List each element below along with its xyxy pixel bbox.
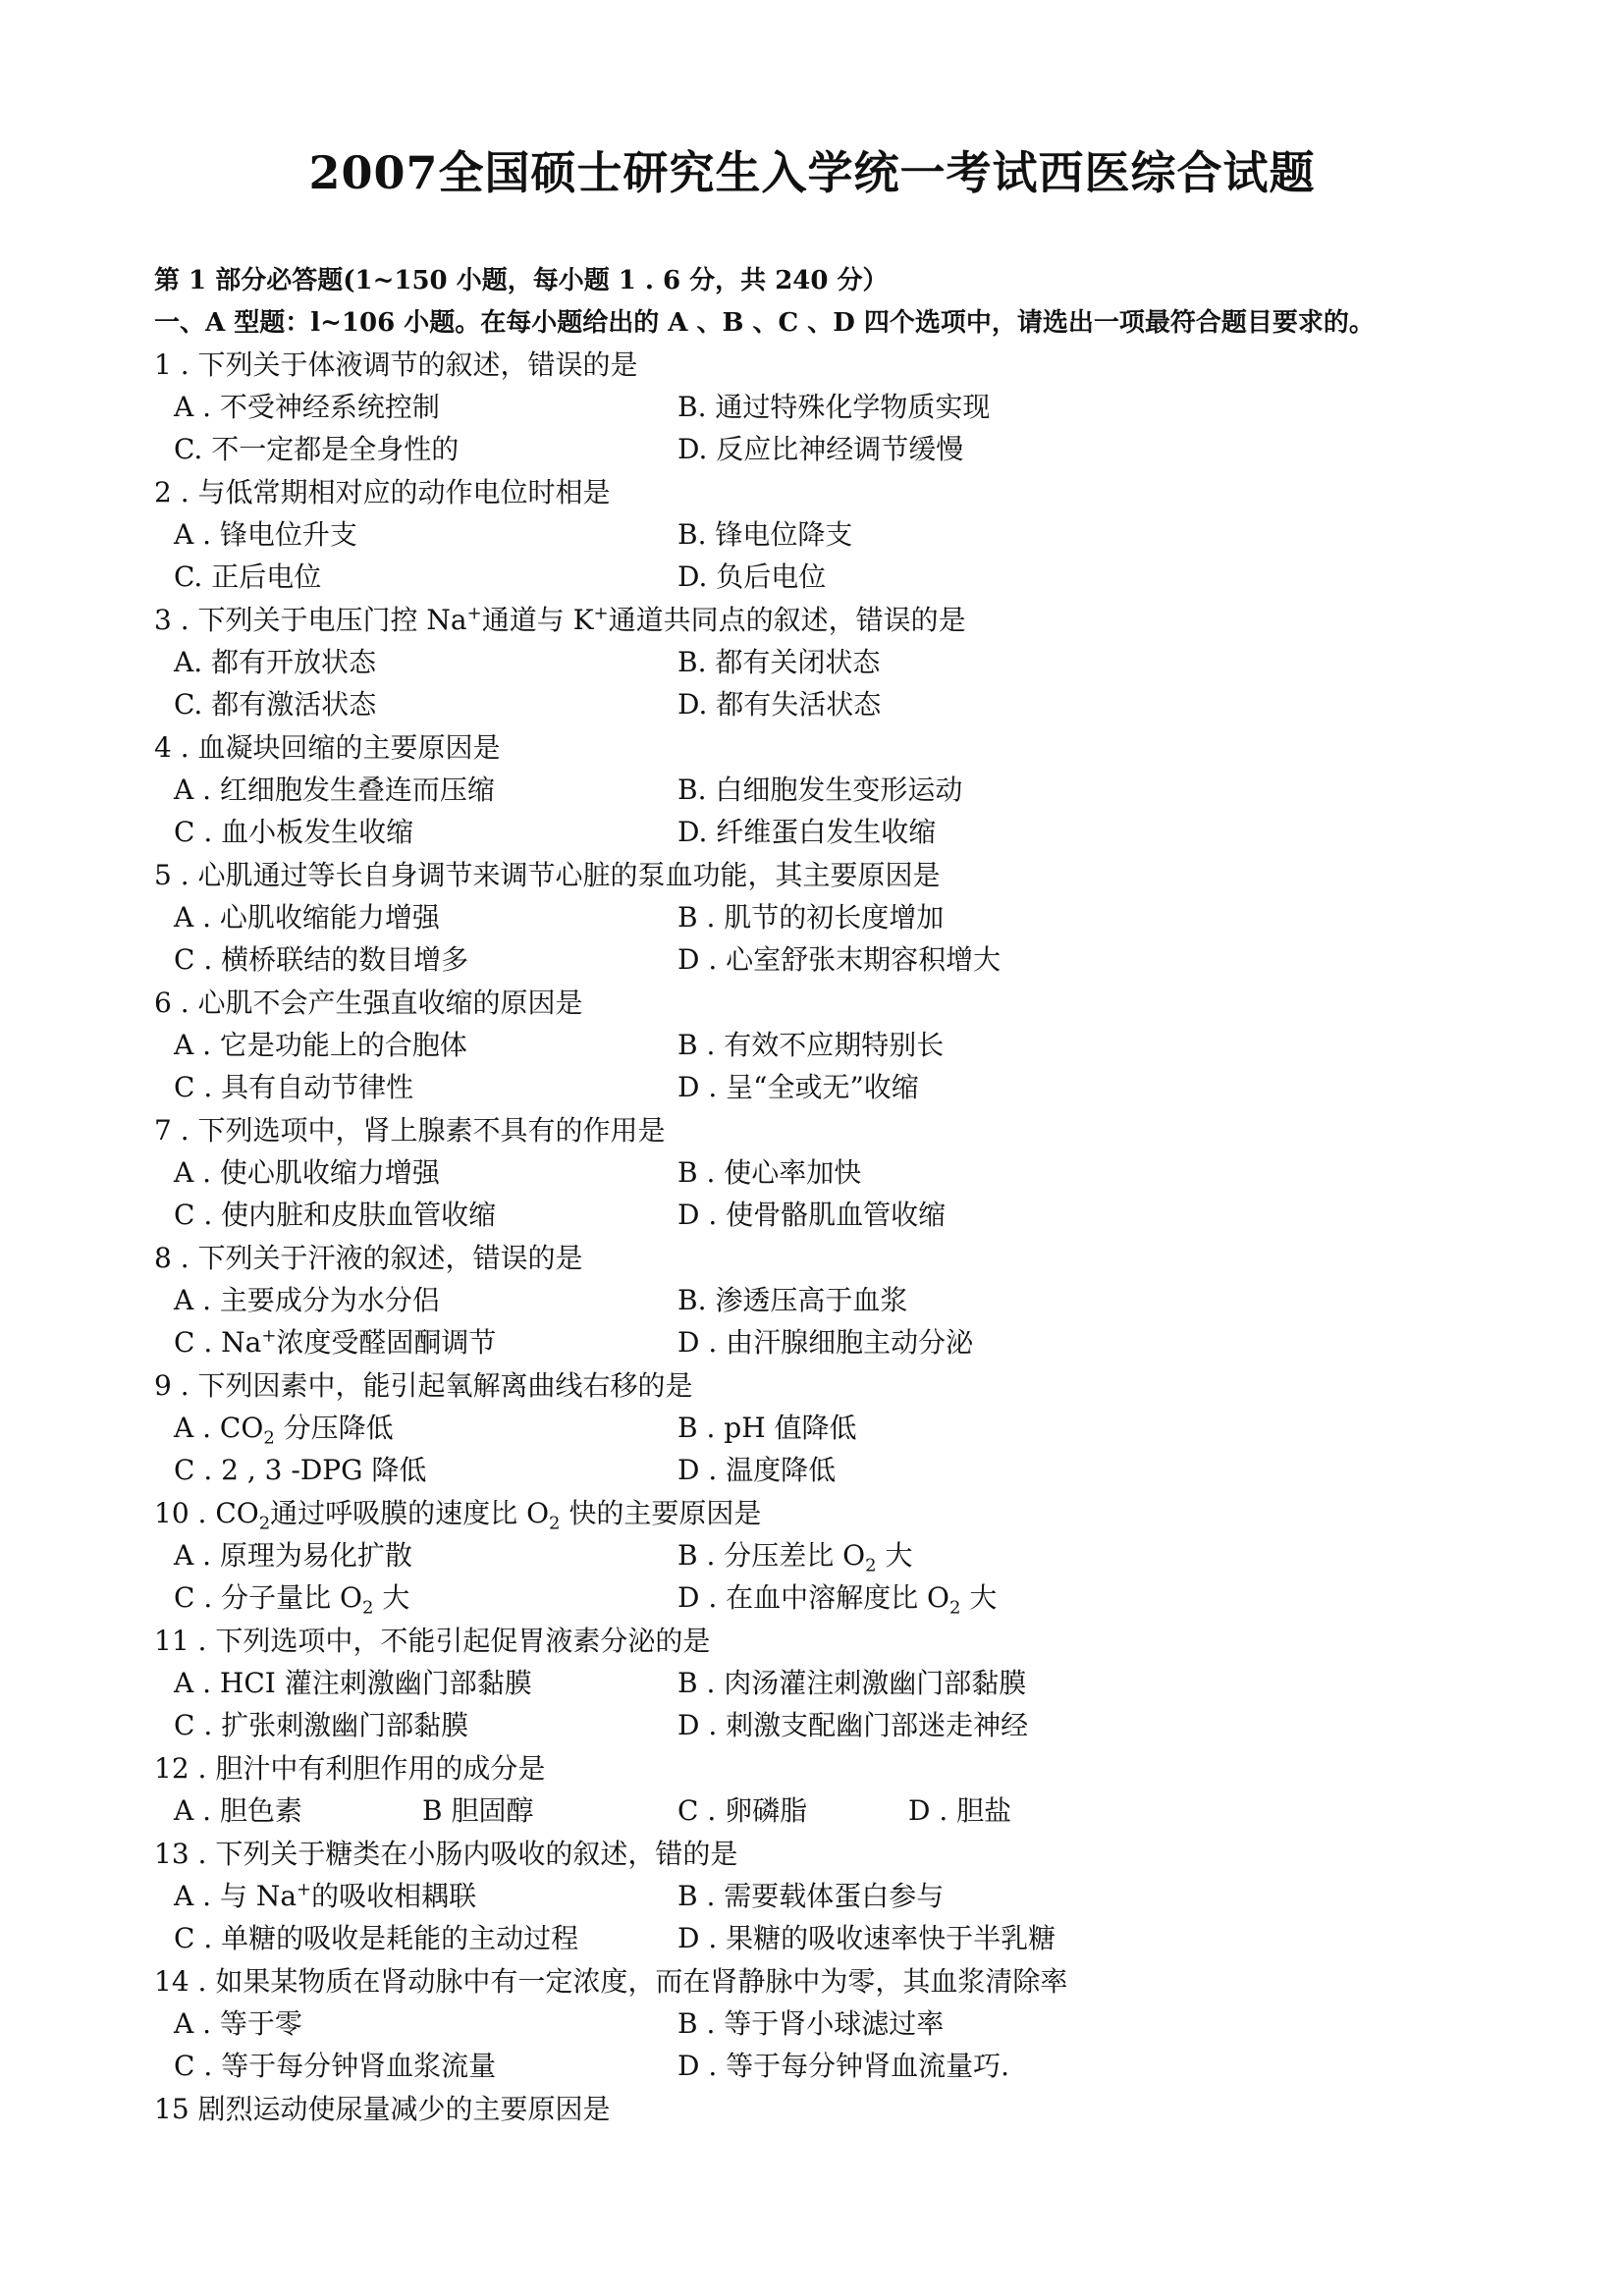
question-7-option-c: C . 使内脏和皮肤血管收缩: [174, 1199, 497, 1231]
question-9-stem: 9 . 下列因素中，能引起氧解离曲线右移的是: [154, 1369, 693, 1402]
question-10-stem-mid: 通过呼吸膜的速度比 O: [270, 1497, 550, 1529]
question-7-option-a: A . 使心肌收缩力增强: [174, 1156, 440, 1189]
question-10-option-c-pre: C . 分子量比 O: [174, 1581, 362, 1614]
question-2-option-c: C. 正后电位: [174, 561, 322, 593]
question-5-option-d: D . 心室舒张末期容积增大: [677, 943, 1001, 976]
question-8-stem: 8 . 下列关于汗液的叙述，错误的是: [154, 1242, 583, 1274]
question-12-option-c: C . 卵磷脂: [677, 1794, 808, 1827]
question-1-option-d: D. 反应比神经调节缓慢: [677, 433, 964, 465]
question-3-option-d: D. 都有失活状态: [677, 688, 882, 721]
question-11-stem: 11 . 下列选项中，不能引起促胃液素分泌的是: [154, 1625, 711, 1657]
question-3-stem: [154, 599, 966, 638]
question-7-stem: 7 . 下列选项中，肾上腺素不具有的作用是: [154, 1114, 666, 1147]
question-4-option-a: A . 红细胞发生叠连而压缩: [174, 774, 495, 806]
superscript-plus: +: [261, 1325, 277, 1347]
question-14-option-c: C . 等于每分钟肾血浆流量: [174, 2050, 497, 2082]
question-5-option-b: B . 肌节的初长度增加: [677, 901, 945, 934]
question-2-option-a: A . 锋电位升支: [174, 518, 357, 551]
question-13-option-a-post: 的吸收相耦联: [311, 1880, 477, 1912]
question-14-stem: 14 . 如果某物质在肾动脉中有一定浓度，而在肾静脉中为零，其血浆清除率: [154, 1965, 1068, 1998]
question-13-option-d: D . 果糖的吸收速率快于半乳糖: [677, 1922, 1056, 1954]
superscript-plus: +: [297, 1879, 312, 1900]
subscript-two: 2: [263, 1427, 275, 1449]
question-9-option-a: [174, 1407, 394, 1449]
subscript-two: 2: [549, 1513, 561, 1534]
question-9-option-d: D . 温度降低: [677, 1454, 837, 1486]
question-14-option-a: A . 等于零: [174, 2007, 302, 2040]
question-11-option-b: B . 肉汤灌注刺激幽门部黏膜: [677, 1667, 1027, 1699]
question-12-option-a: A . 胆色素: [174, 1794, 302, 1827]
subscript-two: 2: [258, 1513, 271, 1534]
question-8-option-c: [174, 1321, 496, 1361]
section-heading: 一、A 型题：l~106 小题。在每小题给出的 A 、B 、C 、D 四个选项中，请选出一项最符合题目要求的。: [154, 308, 1375, 338]
page-title: 2007全国硕士研究生入学统一考试西医综合试题: [308, 146, 1316, 199]
question-13-stem: 13 . 下列关于糖类在小肠内吸收的叙述，错的是: [154, 1838, 738, 1870]
question-3-option-b: B. 都有关闭状态: [677, 646, 881, 678]
subscript-two: 2: [361, 1597, 374, 1619]
question-11-option-a: A . HCI 灌注刺激幽门部黏膜: [174, 1667, 532, 1699]
question-5-stem: 5 . 心肌通过等长自身调节来调节心脏的泵血功能，其主要原因是: [154, 859, 941, 891]
question-3-option-a: A. 都有开放状态: [174, 646, 377, 678]
question-6-option-c: C . 具有自动节律性: [174, 1071, 414, 1103]
question-3-option-c: C. 都有激活状态: [174, 688, 377, 721]
question-12-option-b: B 胆固醇: [422, 1794, 534, 1827]
question-10-option-d-post: 大: [960, 1581, 998, 1614]
question-10-option-b-post: 大: [876, 1539, 913, 1572]
question-4-option-c: C . 血小板发生收缩: [174, 816, 414, 848]
question-2-stem: 2 . 与低常期相对应的动作电位时相是: [154, 476, 611, 508]
question-12-option-d: D . 胆盐: [908, 1794, 1012, 1827]
question-1-option-c: C. 不一定都是全身性的: [174, 433, 460, 465]
question-8-option-b: B. 渗透压高于血浆: [677, 1284, 908, 1316]
question-12-stem: 12 . 胆汁中有利胆作用的成分是: [154, 1752, 546, 1785]
question-14-option-b: B . 等于肾小球滤过率: [677, 2007, 945, 2040]
question-2-option-b: B. 锋电位降支: [677, 518, 853, 551]
question-2-option-d: D. 负后电位: [677, 561, 827, 593]
subscript-two: 2: [865, 1555, 877, 1576]
question-14-option-d: D . 等于每分钟肾血流量巧.: [677, 2050, 1010, 2082]
question-13-option-a-pre: A . 与 Na: [174, 1880, 298, 1912]
part-heading: 第 1 部分必答题(1~150 小题，每小题 1 . 6 分，共 240 分）: [154, 266, 889, 295]
question-10-option-a: A . 原理为易化扩散: [174, 1539, 412, 1572]
question-6-option-d: D . 呈“全或无”收缩: [677, 1071, 919, 1103]
question-10-option-b-pre: B . 分压差比 O: [677, 1539, 866, 1572]
question-15-stem: 15 剧烈运动使尿量减少的主要原因是: [154, 2093, 611, 2125]
question-11-option-d: D . 刺激支配幽门部迷走神经: [677, 1709, 1029, 1741]
question-13-option-b: B . 需要载体蛋白参与: [677, 1880, 945, 1912]
question-4-stem: 4 . 血凝块回缩的主要原因是: [154, 731, 501, 764]
question-6-option-a: A . 它是功能上的合胞体: [174, 1029, 467, 1061]
question-3-stem-mid: 通道与 K: [481, 604, 594, 636]
question-7-option-b: B . 使心率加快: [677, 1156, 862, 1189]
question-5-option-a: A . 心肌收缩能力增强: [174, 901, 440, 934]
question-3-stem-post: 通道共同点的叙述，错误的是: [608, 604, 966, 636]
question-9-option-a-pre: A . CO: [174, 1412, 264, 1444]
question-10-option-d-pre: D . 在血中溶解度比 O: [677, 1581, 950, 1614]
question-10-option-b: [677, 1534, 913, 1576]
superscript-plus: +: [593, 603, 609, 624]
question-6-option-b: B . 有效不应期特别长: [677, 1029, 945, 1061]
question-10-stem-post: 快的主要原因是: [560, 1497, 762, 1529]
question-13-option-a: [174, 1875, 476, 1914]
subscript-two: 2: [949, 1597, 961, 1619]
question-9-option-c: C . 2 , 3 -DPG 降低: [174, 1454, 427, 1486]
superscript-plus: +: [466, 603, 482, 624]
question-10-stem: [154, 1492, 761, 1534]
question-4-option-b: B. 白细胞发生变形运动: [677, 774, 963, 806]
question-9-option-a-post: 分压降低: [274, 1412, 394, 1444]
question-7-option-d: D . 使骨骼肌血管收缩: [677, 1199, 947, 1231]
question-1-option-a: A . 不受神经系统控制: [174, 391, 440, 423]
question-5-option-c: C . 横桥联结的数目增多: [174, 943, 469, 976]
question-10-option-c-post: 大: [373, 1581, 410, 1614]
question-4-option-d: D. 纤维蛋白发生收缩: [677, 816, 937, 848]
question-8-option-a: A . 主要成分为水分侣: [174, 1284, 440, 1316]
question-11-option-c: C . 扩张刺激幽门部黏膜: [174, 1709, 469, 1741]
question-1-stem: 1 . 下列关于体液调节的叙述，错误的是: [154, 348, 638, 381]
question-13-option-c: C . 单糖的吸收是耗能的主动过程: [174, 1922, 579, 1954]
question-1-option-b: B. 通过特殊化学物质实现: [677, 391, 991, 423]
question-10-option-c: [174, 1576, 409, 1619]
question-10-option-d: [677, 1576, 997, 1619]
question-3-stem-pre: 3 . 下列关于电压门控 Na: [154, 604, 467, 636]
question-8-option-c-post: 浓度受醛固酮调节: [276, 1326, 497, 1359]
question-9-option-b: B . pH 值降低: [677, 1412, 857, 1444]
question-10-stem-pre: 10 . CO: [154, 1497, 259, 1529]
question-8-option-c-pre: C . Na: [174, 1326, 262, 1359]
question-8-option-d: D . 由汗腺细胞主动分泌: [677, 1326, 974, 1359]
question-6-stem: 6 . 心肌不会产生强直收缩的原因是: [154, 987, 583, 1019]
